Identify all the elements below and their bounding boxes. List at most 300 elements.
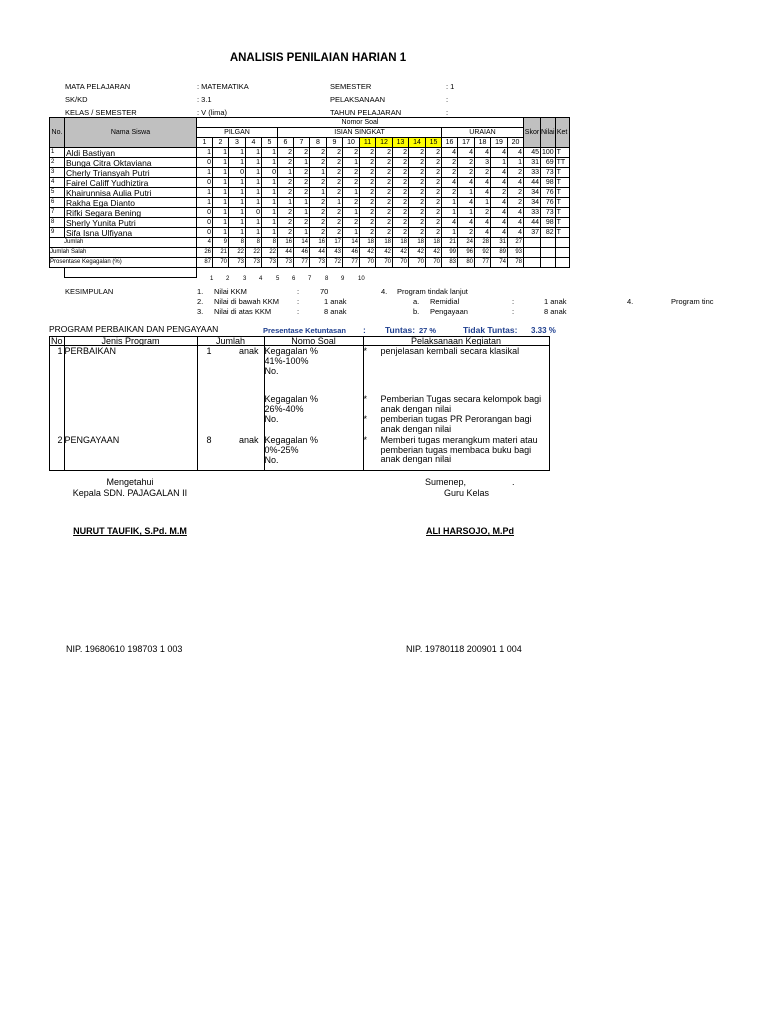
question-number-header: 11 (360, 138, 376, 148)
summary-value: 73 (229, 258, 246, 268)
summary-empty (541, 238, 556, 248)
score-cell: 0 (246, 208, 262, 218)
score-cell: 1 (229, 158, 246, 168)
summary-value: 73 (278, 258, 294, 268)
score-cell: 4 (491, 208, 508, 218)
summary-value: 14 (294, 238, 310, 248)
score-cell: 1 (246, 168, 262, 178)
prog-row-0-unit: anak (238, 346, 259, 356)
table-row (50, 198, 570, 208)
question-number-header: 10 (343, 138, 360, 148)
student-ket: T (555, 228, 569, 238)
prog-row-1-kegiatan-0: Pemberian Tugas secara kelompok bagi anak dengan nilai (380, 394, 542, 414)
score-cell: 1 (246, 228, 262, 238)
prog-row-1-soal-1: 26%-40% (264, 404, 304, 414)
tuntas-value: 27 % (419, 326, 437, 335)
question-number-header: 9 (327, 138, 343, 148)
score-cell: 2 (327, 158, 343, 168)
info-right-label-0: SEMESTER (330, 82, 372, 91)
footer-number: 3 (243, 276, 247, 282)
footer-numbers (0, 276, 768, 286)
summary-value: 44 (310, 248, 327, 258)
info-left-label-1: SK/KD (65, 95, 88, 104)
header-pilgan: PILGAN (197, 128, 278, 138)
summary-value: 80 (458, 258, 475, 268)
score-cell: 4 (508, 218, 524, 228)
prog-row-1-soal-0: Kegagalan % (264, 394, 319, 404)
sig-right-line2: Guru Kelas (444, 488, 490, 498)
student-skor: 34 (524, 188, 541, 198)
summary-value: 4 (197, 238, 213, 248)
student-no: 1 (50, 148, 65, 158)
score-cell: 2 (343, 178, 360, 188)
score-cell: 1 (229, 148, 246, 158)
score-cell: 0 (197, 158, 213, 168)
prog-row-0-jumlah: 1 (206, 346, 212, 356)
prog-row-1-soal-2: No. (264, 414, 279, 424)
score-cell: 1 (458, 188, 475, 198)
score-cell: 1 (213, 208, 229, 218)
summary-value: 28 (475, 238, 491, 248)
header-ket: Ket (555, 118, 569, 148)
score-cell: 1 (213, 158, 229, 168)
score-cell: 4 (442, 148, 458, 158)
summary-value: 22 (246, 248, 262, 258)
kes-sep-1: : (297, 297, 300, 306)
score-cell: 2 (409, 198, 426, 208)
bullet-1: * (363, 394, 368, 404)
score-cell: 4 (475, 218, 491, 228)
score-cell: 1 (343, 158, 360, 168)
question-number-header: 7 (294, 138, 310, 148)
summary-value: 16 (278, 238, 294, 248)
score-cell: 1 (442, 208, 458, 218)
score-cell: 2 (343, 198, 360, 208)
tuntas-label: Tuntas: (385, 325, 416, 335)
page-title: ANALISIS PENILAIAN HARIAN 1 (229, 52, 407, 64)
extra-label: Program tinc (671, 297, 714, 306)
score-cell: 1 (262, 198, 278, 208)
summary-empty (541, 258, 556, 268)
score-cell: 0 (197, 218, 213, 228)
score-cell: 2 (310, 198, 327, 208)
question-number-header: 4 (246, 138, 262, 148)
prog-row-2-jumlah: 8 (206, 435, 212, 445)
persentase-sep: : (363, 325, 366, 335)
score-cell: 1 (197, 198, 213, 208)
student-skor: 37 (524, 228, 541, 238)
score-cell: 2 (278, 158, 294, 168)
summary-value: 77 (475, 258, 491, 268)
header-isian: ISIAN SINGKAT (278, 128, 442, 138)
score-cell: 1 (294, 208, 310, 218)
student-ket: T (555, 148, 569, 158)
score-cell: 2 (508, 168, 524, 178)
tindak-value-a: 1 anak (544, 297, 567, 306)
student-skor: 45 (524, 148, 541, 158)
summary-value: 8 (229, 238, 246, 248)
score-cell: 2 (376, 228, 393, 238)
prog-header-nomor: Nomo Soal (264, 337, 363, 346)
score-cell: 1 (229, 218, 246, 228)
score-cell: 2 (409, 168, 426, 178)
score-cell: 4 (442, 178, 458, 188)
score-cell: 2 (327, 148, 343, 158)
score-cell: 2 (343, 168, 360, 178)
student-skor: 34 (524, 198, 541, 208)
tindak-no: 4. (381, 287, 388, 296)
score-cell: 1 (294, 228, 310, 238)
question-number-header: 8 (310, 138, 327, 148)
header-nilai: Nilai (541, 118, 556, 148)
prog-col-kegiatan (363, 346, 549, 471)
score-cell: 2 (442, 188, 458, 198)
student-skor: 33 (524, 208, 541, 218)
score-cell: 2 (409, 148, 426, 158)
table-row (50, 218, 570, 228)
score-cell: 2 (278, 148, 294, 158)
score-cell: 2 (426, 218, 442, 228)
student-nilai: 73 (541, 168, 556, 178)
sig-right-line1b: . (512, 477, 515, 487)
footer-number: 8 (325, 276, 329, 282)
score-cell: 2 (393, 218, 409, 228)
summary-value: 99 (442, 248, 458, 258)
score-cell: 2 (426, 228, 442, 238)
score-cell: 4 (458, 218, 475, 228)
score-cell: 1 (343, 208, 360, 218)
kes-label-1: Nilai di bawah KKM (214, 297, 280, 306)
score-cell: 1 (229, 188, 246, 198)
summary-value: 73 (246, 258, 262, 268)
header-no: No. (50, 118, 65, 148)
question-number-header: 12 (376, 138, 393, 148)
kes-no-0: 1. (197, 287, 204, 296)
summary-value: 70 (409, 258, 426, 268)
score-cell: 1 (262, 228, 278, 238)
student-ket: T (555, 198, 569, 208)
prog-col-jenis (64, 346, 197, 471)
score-cell: 2 (343, 148, 360, 158)
score-cell: 1 (475, 198, 491, 208)
score-cell: 2 (393, 158, 409, 168)
score-cell: 2 (327, 208, 343, 218)
score-cell: 1 (246, 218, 262, 228)
score-cell: 2 (310, 148, 327, 158)
header-skor: Skor (524, 118, 541, 148)
score-cell: 1 (327, 198, 343, 208)
kesimpulan-label: KESIMPULAN (65, 287, 114, 296)
score-cell: 2 (360, 188, 376, 198)
student-no: 5 (50, 188, 65, 198)
prog-row-1-kegiatan-1: pemberian tugas PR Perorangan bagi anak dengan nilai (380, 414, 532, 434)
summary-row (50, 258, 570, 268)
kes-value-0: 70 (320, 287, 329, 296)
score-cell: 2 (310, 208, 327, 218)
student-ket: T (555, 218, 569, 228)
student-nilai: 98 (541, 218, 556, 228)
question-number-header: 17 (458, 138, 475, 148)
bullet-3: * (363, 435, 368, 445)
summary-empty (524, 248, 541, 258)
student-name: Cherly Triansyah Putri (65, 168, 197, 178)
question-number-header: 1 (197, 138, 213, 148)
summary-value: 18 (409, 238, 426, 248)
score-cell: 3 (475, 158, 491, 168)
prog-row-2-soal-1: 0%-25% (264, 445, 299, 455)
score-cell: 1 (213, 148, 229, 158)
score-cell: 2 (327, 168, 343, 178)
score-cell: 1 (262, 158, 278, 168)
score-cell: 2 (409, 188, 426, 198)
prog-row-2-no: 2 (57, 435, 63, 445)
score-cell: 2 (327, 188, 343, 198)
score-cell: 4 (508, 228, 524, 238)
tindak-no-b: b. (413, 307, 420, 316)
score-cell: 1 (213, 168, 229, 178)
score-cell: 2 (343, 218, 360, 228)
score-cell: 1 (294, 198, 310, 208)
score-cell: 1 (213, 218, 229, 228)
persentase-label: Presentase Ketuntasan (263, 326, 346, 335)
footer-number: 9 (341, 276, 345, 282)
score-cell: 2 (310, 228, 327, 238)
prog-row-2-jenis: PENGAYAAN (64, 435, 120, 445)
score-cell: 1 (246, 158, 262, 168)
score-cell: 2 (475, 208, 491, 218)
prog-row-2-soal-2: No. (264, 455, 279, 465)
score-cell: 2 (376, 158, 393, 168)
question-number-header: 2 (213, 138, 229, 148)
score-cell: 1 (213, 178, 229, 188)
score-cell: 1 (491, 158, 508, 168)
score-cell: 2 (310, 218, 327, 228)
score-cell: 2 (442, 168, 458, 178)
score-cell: 4 (491, 198, 508, 208)
summary-row (50, 238, 570, 248)
question-number-header: 3 (229, 138, 246, 148)
summary-empty (524, 258, 541, 268)
score-cell: 2 (426, 158, 442, 168)
score-cell: 4 (475, 188, 491, 198)
score-cell: 1 (246, 178, 262, 188)
student-skor: 44 (524, 218, 541, 228)
student-name: Rifki Segara Bening (65, 208, 197, 218)
student-ket: T (555, 168, 569, 178)
score-cell: 4 (458, 198, 475, 208)
prog-row-2-kegiatan-0: Memberi tugas merangkum materi atau pemberian tugas membaca buku bagi anak dengan nilai (380, 435, 538, 464)
score-cell: 1 (229, 208, 246, 218)
tindak-label-b: Pengayaan (430, 307, 468, 316)
score-cell: 1 (197, 148, 213, 158)
score-cell: 0 (197, 178, 213, 188)
summary-empty (541, 248, 556, 258)
summary-value: 31 (491, 238, 508, 248)
summary-value: 96 (458, 248, 475, 258)
summary-value: 46 (343, 248, 360, 258)
score-cell: 1 (229, 228, 246, 238)
score-cell: 2 (360, 208, 376, 218)
prog-row-2-soal-0: Kegagalan % (264, 435, 319, 445)
prog-row-0-no: 1 (57, 346, 63, 356)
table-row (50, 178, 570, 188)
grade-table (49, 117, 570, 278)
summary-value: 18 (426, 238, 442, 248)
score-cell: 2 (376, 168, 393, 178)
info-left-label-0: MATA PELAJARAN (65, 82, 131, 91)
question-number-header: 14 (409, 138, 426, 148)
score-cell: 2 (294, 218, 310, 228)
prog-row-0-soal-0: Kegagalan % (264, 346, 319, 356)
score-cell: 2 (294, 168, 310, 178)
student-no: 7 (50, 208, 65, 218)
score-cell: 2 (409, 178, 426, 188)
score-cell: 2 (376, 218, 393, 228)
sig-left-name: NURUT TAUFIK, S.Pd. M.M (73, 526, 187, 536)
prog-row-0-soal-2: No. (264, 366, 279, 376)
score-cell: 1 (246, 188, 262, 198)
question-number-header: 18 (475, 138, 491, 148)
student-nilai: 76 (541, 198, 556, 208)
prog-header-no: No (51, 336, 63, 346)
header-uraian: URAIAN (442, 128, 524, 138)
info-left-value-2: : V (lima) (197, 108, 227, 117)
bullet-2: * (363, 414, 368, 424)
summary-label: Jumlah (50, 238, 197, 248)
sig-right-nip: NIP. 19780118 200901 1 004 (406, 644, 522, 654)
header-nama: Nama Siswa (65, 118, 197, 148)
prog-row-2-unit: anak (238, 435, 259, 445)
info-right-value-1: : (446, 95, 449, 104)
student-name: Sifa Isna Ulfiyana (65, 228, 197, 238)
tidak-value: 3.33 % (531, 326, 556, 335)
prog-header-pelaksanaan: Pelaksanaan Kegiatan (363, 337, 549, 346)
score-cell: 4 (475, 148, 491, 158)
tindak-value-b: 8 anak (544, 307, 567, 316)
score-cell: 2 (360, 168, 376, 178)
score-cell: 4 (491, 178, 508, 188)
student-no: 6 (50, 198, 65, 208)
summary-value: 74 (491, 258, 508, 268)
score-cell: 2 (458, 228, 475, 238)
score-cell: 2 (278, 188, 294, 198)
program-title: PROGRAM PERBAIKAN DAN PENGAYAAN (49, 324, 219, 334)
summary-value: 77 (343, 258, 360, 268)
summary-empty (555, 258, 569, 268)
table-row (50, 168, 570, 178)
score-cell: 4 (508, 178, 524, 188)
student-no: 2 (50, 158, 65, 168)
info-left-value-1: : 3.1 (197, 95, 212, 104)
summary-value: 42 (376, 248, 393, 258)
tindak-label: Program tindak lanjut (397, 287, 468, 296)
table-row (50, 228, 570, 238)
prog-header-jenis: Jenis Program (64, 337, 197, 346)
footer-number: 4 (259, 276, 263, 282)
kes-no-1: 2. (197, 297, 204, 306)
score-cell: 1 (213, 198, 229, 208)
summary-value: 42 (426, 248, 442, 258)
summary-value: 8 (262, 238, 278, 248)
summary-value: 21 (213, 248, 229, 258)
header-nomor-soal: Nomor Soal (197, 118, 524, 128)
summary-value: 8 (246, 238, 262, 248)
summary-value: 73 (310, 258, 327, 268)
program-table (49, 336, 550, 471)
summary-value: 21 (442, 238, 458, 248)
summary-label: Prosentase Kegagalan (%) (50, 258, 197, 268)
student-skor: 44 (524, 178, 541, 188)
student-ket: T (555, 208, 569, 218)
summary-value: 42 (393, 248, 409, 258)
info-left-value-0: : MATEMATIKA (197, 82, 249, 91)
summary-empty (524, 238, 541, 248)
sig-right-name: ALI HARSOJO, M.Pd (426, 526, 515, 536)
score-cell: 2 (393, 208, 409, 218)
score-cell: 2 (426, 178, 442, 188)
table-row (50, 188, 570, 198)
score-cell: 2 (508, 198, 524, 208)
student-name: Fairel Califf Yudhiztira (65, 178, 197, 188)
score-cell: 1 (197, 168, 213, 178)
score-cell: 2 (426, 208, 442, 218)
score-cell: 1 (442, 228, 458, 238)
score-cell: 2 (458, 158, 475, 168)
kes-sep-2: : (297, 307, 300, 316)
summary-value: 70 (426, 258, 442, 268)
score-cell: 2 (376, 198, 393, 208)
summary-value: 42 (409, 248, 426, 258)
tindak-sep-b: : (512, 307, 515, 316)
question-number-header: 16 (442, 138, 458, 148)
score-cell: 2 (360, 198, 376, 208)
prog-row-0-jenis: PERBAIKAN (64, 346, 117, 356)
sig-left-line2: Kepala SDN. PAJAGALAN II (72, 488, 188, 498)
summary-label: Jumlah Salah (50, 248, 197, 258)
score-cell: 1 (197, 188, 213, 198)
summary-value: 44 (278, 248, 294, 258)
score-cell: 1 (213, 228, 229, 238)
score-cell: 1 (213, 188, 229, 198)
student-no: 9 (50, 228, 65, 238)
score-cell: 2 (409, 228, 426, 238)
summary-value: 73 (262, 258, 278, 268)
tidak-label: Tidak Tuntas: (463, 325, 518, 335)
score-cell: 4 (508, 208, 524, 218)
extra-no: 4. (627, 297, 634, 306)
summary-value: 87 (197, 258, 213, 268)
prog-col-soal (264, 346, 363, 471)
score-cell: 2 (491, 188, 508, 198)
score-cell: 1 (278, 168, 294, 178)
score-cell: 2 (278, 218, 294, 228)
info-right-label-2: TAHUN PELAJARAN (330, 108, 402, 117)
score-cell: 2 (409, 208, 426, 218)
kes-value-2: 8 anak (324, 307, 347, 316)
sig-right-line1: Sumenep, (425, 477, 467, 487)
summary-value: 70 (213, 258, 229, 268)
summary-value: 72 (327, 258, 343, 268)
score-cell: 2 (409, 218, 426, 228)
summary-value: 14 (343, 238, 360, 248)
student-nilai: 76 (541, 188, 556, 198)
student-name: Aldi Bastiyan (65, 148, 197, 158)
score-cell: 4 (442, 218, 458, 228)
student-name: Rakha Ega Dianto (65, 198, 197, 208)
score-cell: 2 (278, 228, 294, 238)
info-right-value-2: : (446, 108, 449, 117)
footer-number: 5 (276, 276, 280, 282)
